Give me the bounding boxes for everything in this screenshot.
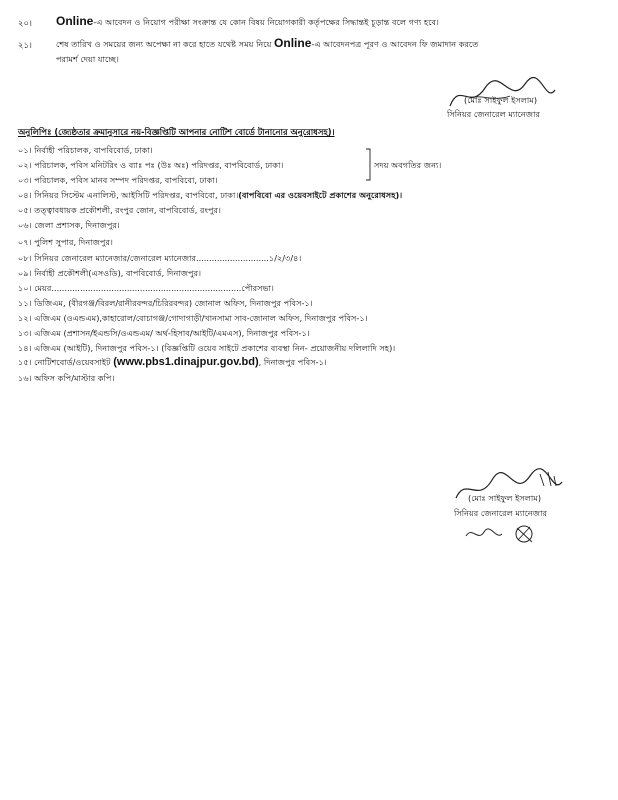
list-item-text: নির্বাহী পরিচালক, বাপবিবোর্ড, ঢাকা। (34, 145, 153, 155)
list-item-text: পরিচালক, পবিস মানব সম্পদ পরিদপ্তর, বাপবিবো, ঢাকা। (34, 175, 218, 185)
list-item (18, 298, 313, 309)
item-number: ২১। (18, 40, 32, 50)
signature-scribble (448, 470, 568, 510)
list-item-number: ১৩। (18, 328, 32, 338)
list-item-number: ১৬। (18, 373, 32, 383)
list-item (18, 237, 113, 248)
list-item (18, 205, 221, 216)
list-item-text: ডিজিএম, (বীরগঞ্জ/বিরল/রানীরবন্দর/চিরিরবন্দর) জোনাল অফিস, দিনাজপুর পবিস-১। (34, 298, 313, 308)
list-item (18, 328, 310, 339)
notice-item-21 (56, 38, 478, 50)
initials-scribble (462, 522, 542, 548)
list-item-number: ০১। (18, 145, 32, 155)
brace (364, 148, 372, 182)
list-item-number: ১২। (18, 313, 32, 323)
list-item (18, 373, 114, 384)
signatory-title: সিনিয়র জেনারেল ম্যানেজার (447, 109, 540, 119)
list-item-text: এজিএম (ওএন্ডএম),কাহারোল/বোচাগঞ্জ/গোদাগাড়ী/খানসামা সাব-জোনাল অফিস, দিনাজপুর পবিস-১। (34, 313, 368, 323)
copy-heading: অনুলিপিঃ (জ্যেষ্ঠতার ক্রমানুসারে নয়-বিজ্ঞপ্তিটি আপনার নোটিশ বোর্ডে টানানোর অনুরোধসহ)। (18, 127, 335, 137)
list-item-number: ০২। (18, 160, 32, 170)
notice-text: শেষ তারিখ ও সময়ের জন্য অপেক্ষা না করে হাতে যথেষ্ট সময় নিয়ে (56, 39, 272, 49)
list-item (18, 220, 120, 231)
notice-item-21-continuation: পরামর্শ দেয়া যাচ্ছে। (56, 54, 119, 64)
list-item-number: ০৮। (18, 253, 32, 263)
list-item-text: নোটিশবোর্ড/ওয়েবসাইট (34, 357, 111, 367)
signatory-name: (মোঃ সাইফুল ইসলাম) (464, 95, 538, 105)
list-item-text: এজিএম (প্রশাসন/ইএন্ডসি/ওএন্ডএম/ অর্থ-হিসাব/আইটি/এমএস), দিনাজপুর পবিস-১। (34, 328, 310, 338)
list-item-number: ১৪। (18, 343, 32, 353)
list-item-number: ০৩। (18, 175, 32, 185)
list-item-number: ০৭। (18, 237, 32, 247)
list-item-number: ১০। (18, 283, 32, 293)
list-item (18, 343, 395, 354)
list-item-number: ০৫। (18, 205, 32, 215)
signatory-title: সিনিয়র জেনারেল ম্যানেজার (454, 508, 547, 518)
list-item-text: সিনিয়র জেনারেল ম্যানেজার/জেনারেল ম্যানেজার............................১/২/৩/৪। (34, 253, 302, 263)
signatory-name: (মোঃ সাইফুল ইসলাম) (468, 493, 542, 503)
list-item-number: ১৫। (18, 357, 32, 367)
list-item (18, 190, 402, 201)
notice-text: -এ আবেদনপত্র পূরণ ও আবেদন ফি জমাদান করতে (311, 39, 479, 49)
list-item-text: এজিএম (আইটি), দিনাজপুর পবিস-১। (বিজ্ঞপ্তিটি ওয়েব সাইটে প্রকাশের ব্যবস্থা নিন- প্রয়োজনীয় দলিলাদি সহ)। (34, 343, 396, 353)
notice-item-20 (56, 16, 439, 28)
list-item-number: ০৯। (18, 268, 32, 278)
note-courtesy: সদয় অবগতির জন্য। (374, 160, 442, 170)
list-item-text: নির্বাহী প্রকৌশলী(এসওডি), বাপবিবোর্ড, দিনাজপুর। (34, 268, 202, 278)
list-item-text: সিনিয়র সিস্টেম এনালিস্ট, আইসিটি পরিদপ্তর, বাপবিবো, ঢাকা। (34, 190, 239, 200)
online-label: Online (56, 14, 94, 28)
list-item-number: ০৬। (18, 220, 32, 230)
list-item (18, 313, 368, 324)
list-item-text: পরিচালক, পবিস মনিটরিং ও ব্যাঃ পঃ (উঃ অঃ) পরিদপ্তর, বাপবিবোর্ড, ঢাকা। (34, 160, 284, 170)
list-item (18, 283, 274, 294)
list-item-text: মেয়র.........................................................................পৌরসভা। (34, 283, 274, 293)
list-item (18, 357, 327, 368)
list-item-text: , দিনাজপুর পবিস-১। (258, 357, 327, 367)
item-number: ২০। (18, 18, 32, 28)
list-item-number: ১১। (18, 298, 32, 308)
notice-text: -এ আবেদন ও নিয়োগ পরীক্ষা সংক্রান্ত যে কোন বিষয় নিয়োগকারী কর্তৃপক্ষের সিদ্ধান্তই চূড়ান্ত বলে গণ্য হবে। (93, 17, 439, 27)
website-link[interactable]: (www.pbs1.dinajpur.gov.bd) (113, 356, 259, 368)
list-item (18, 175, 218, 186)
list-item (18, 253, 301, 264)
online-label: Online (274, 36, 312, 50)
list-item (18, 145, 153, 156)
list-item-text: অফিস কপি/মাস্টার কপি। (34, 373, 115, 383)
list-item-text: জেলা প্রশাসক, দিনাজপুর। (34, 220, 120, 230)
list-item-text: তত্ত্বাবধায়ক প্রকৌশলী, রংপুর জোন, বাপবিবোর্ড, রংপুর। (34, 205, 221, 215)
list-item (18, 268, 201, 279)
list-item (18, 160, 283, 171)
list-item-number: ০৪। (18, 190, 32, 200)
list-item-bold-suffix: (বাপবিবো এর ওয়েবসাইটে প্রকাশের অনুরোধসহ)। (238, 190, 403, 200)
list-item-text: পুলিশ সুপার, দিনাজপুর। (34, 237, 113, 247)
